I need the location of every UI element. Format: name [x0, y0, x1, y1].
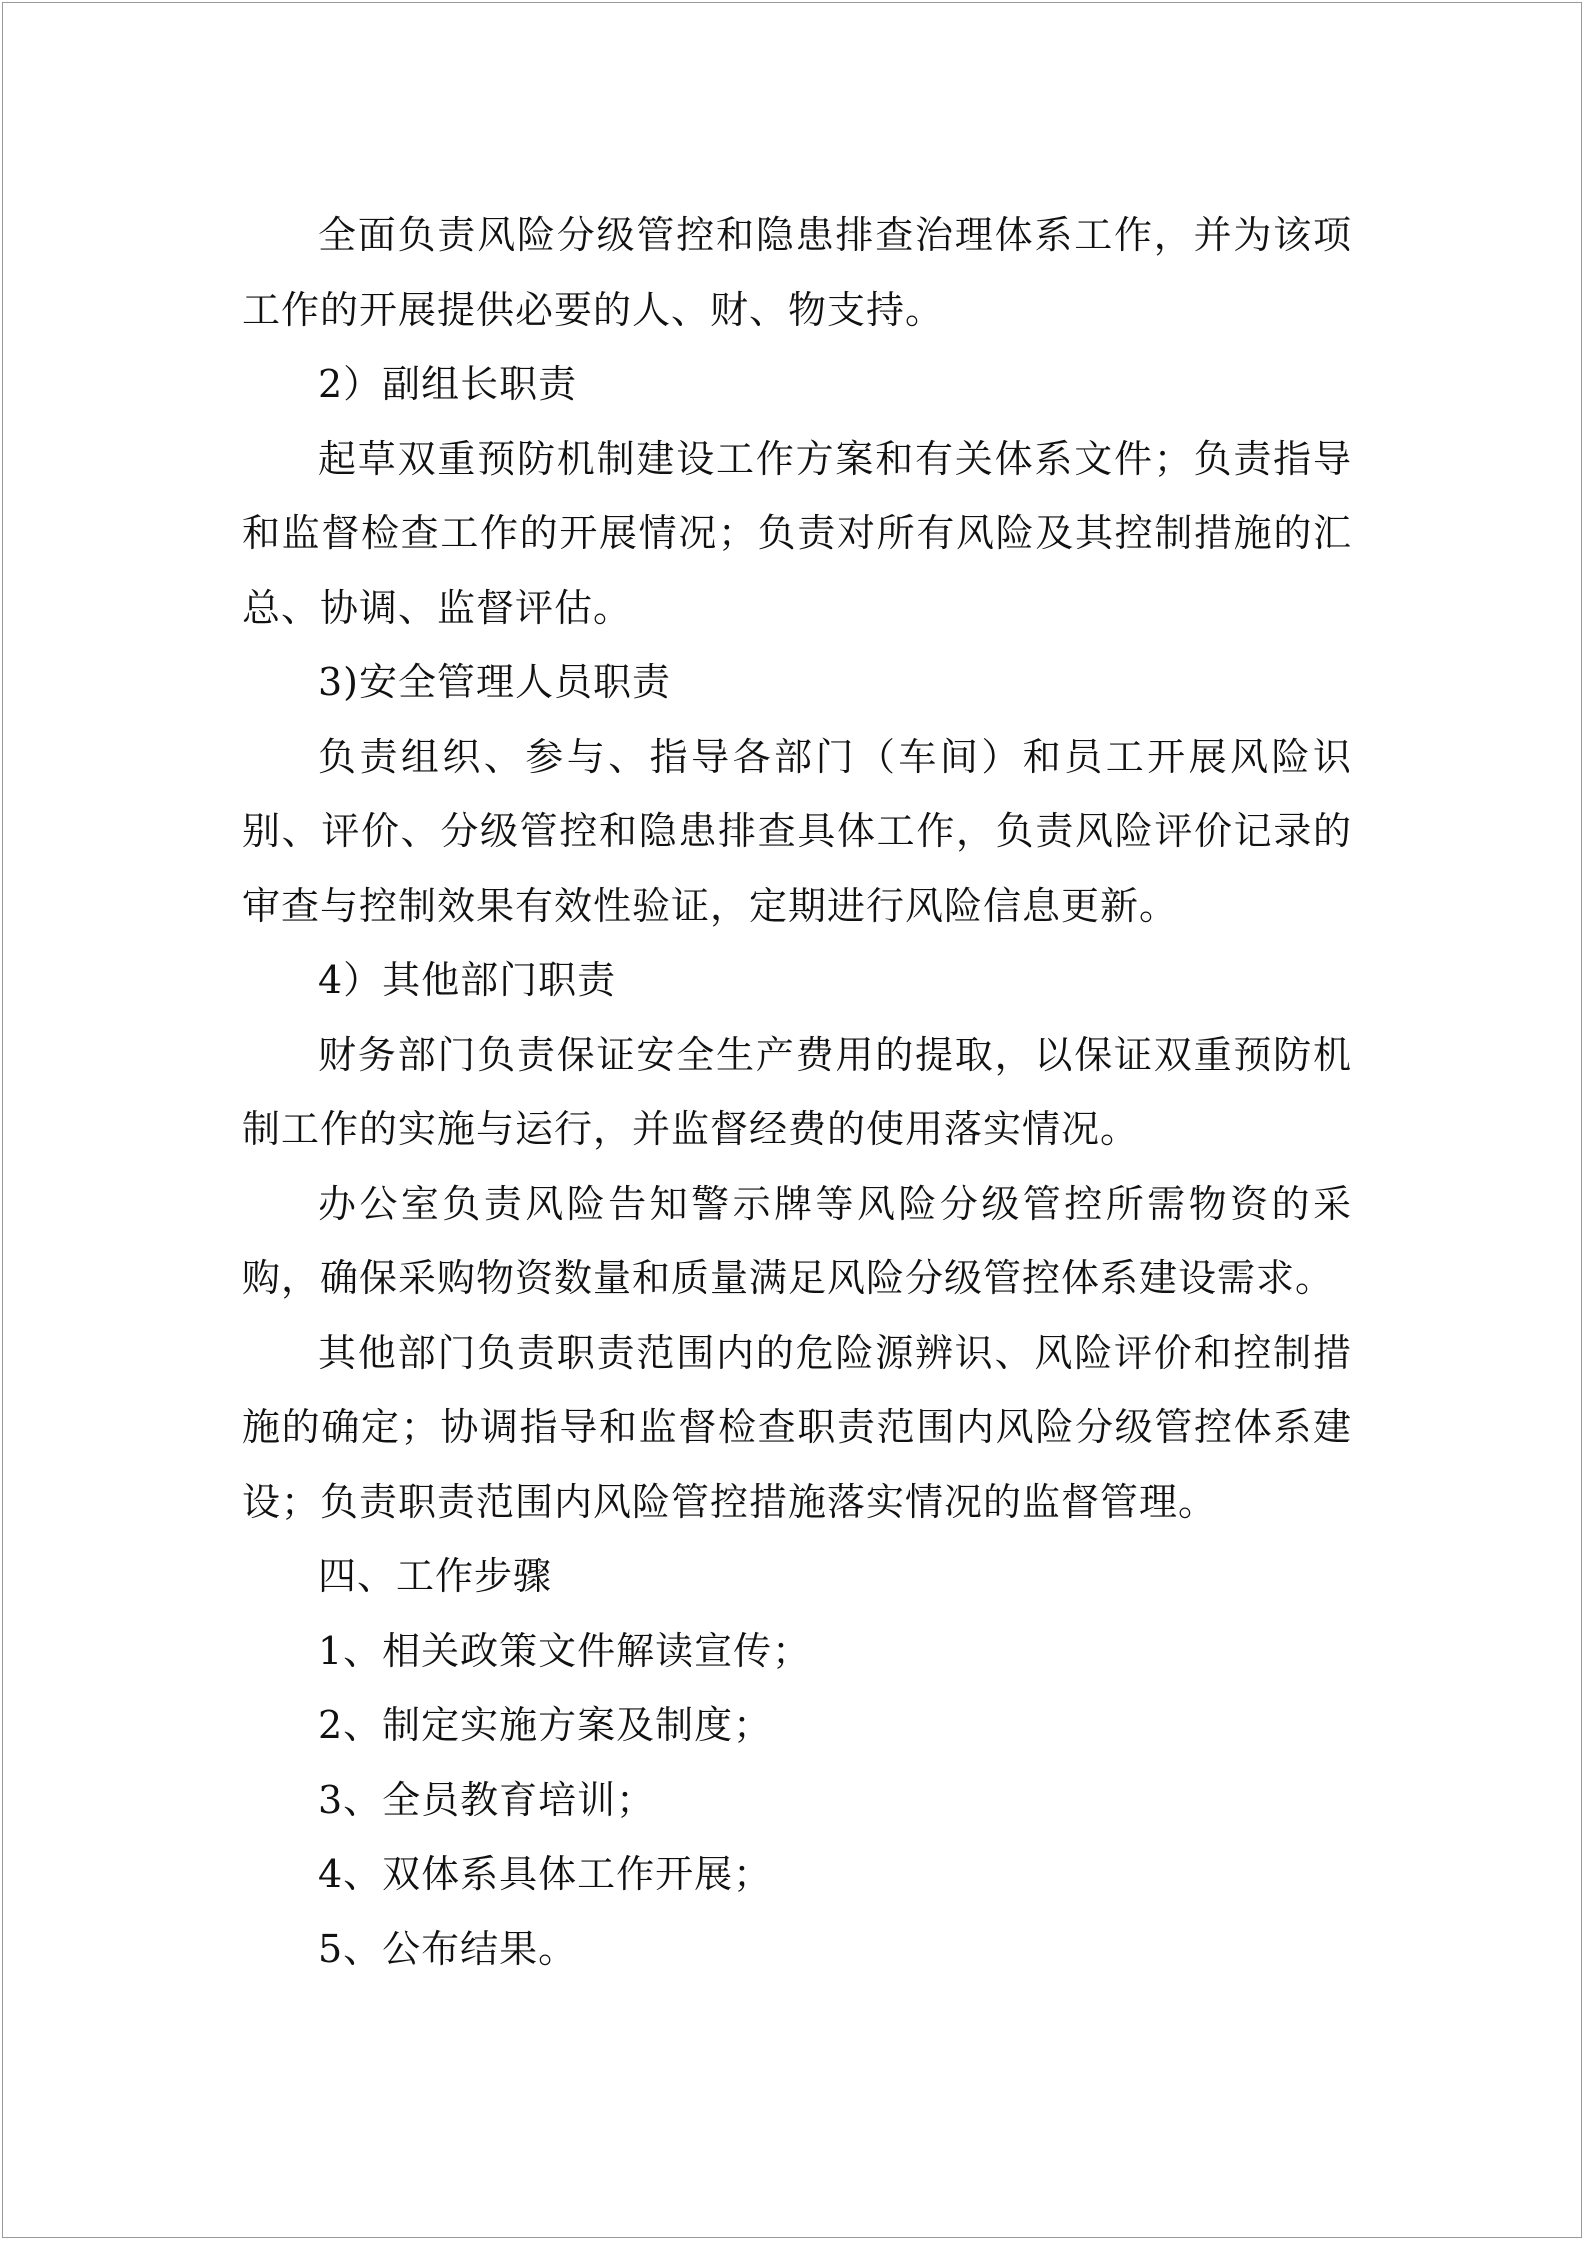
heading-work-steps: 四、工作步骤	[318, 1554, 553, 1598]
paragraph-deputy-leader-duties: 起草双重预防机制建设工作方案和有关体系文件；负责指导和监督检查工作的开展情况；负责对所有风险及其控制措施的汇总、协调、监督评估。	[242, 436, 1352, 630]
paragraph-office-duties: 办公室负责风险告知警示牌等风险分级管控所需物资的采购，确保采购物资数量和质量满足风险分级管控体系建设需求。	[242, 1181, 1352, 1300]
paragraph-safety-staff-duties: 负责组织、参与、指导各部门（车间）和员工开展风险识别、评价、分级管控和隐患排查具体工作，负责风险评价记录的审查与控制效果有效性验证，定期进行风险信息更新。	[242, 734, 1352, 928]
list-item-step-4: 4、双体系具体工作开展；	[318, 1852, 773, 1896]
paragraph-finance-duties: 财务部门负责保证安全生产费用的提取，以保证双重预防机制工作的实施与运行，并监督经费的使用落实情况。	[242, 1032, 1352, 1151]
paragraph-other-departments-duties: 其他部门负责职责范围内的危险源辨识、风险评价和控制措施的确定；协调指导和监督检查职责范围内风险分级管控体系建设；负责职责范围内风险管控措施落实情况的监督管理。	[242, 1330, 1352, 1524]
list-item-step-5: 5、公布结果。	[318, 1926, 578, 1971]
heading-other-departments-duties: 4）其他部门职责	[318, 958, 617, 1002]
list-item-step-3: 3、全员教育培训；	[318, 1777, 656, 1822]
heading-deputy-leader-duties: 2）副组长职责	[318, 362, 578, 406]
list-item-step-2: 2、制定实施方案及制度；	[318, 1703, 773, 1747]
list-item-step-1: 1、相关政策文件解读宣传；	[318, 1628, 812, 1673]
document-body	[242, 198, 1352, 1986]
paragraph-leader-duties-cont: 全面负责风险分级管控和隐患排查治理体系工作，并为该项工作的开展提供必要的人、财、物支持。	[242, 213, 1352, 332]
heading-safety-staff-duties: 3)安全管理人员职责	[318, 660, 672, 704]
